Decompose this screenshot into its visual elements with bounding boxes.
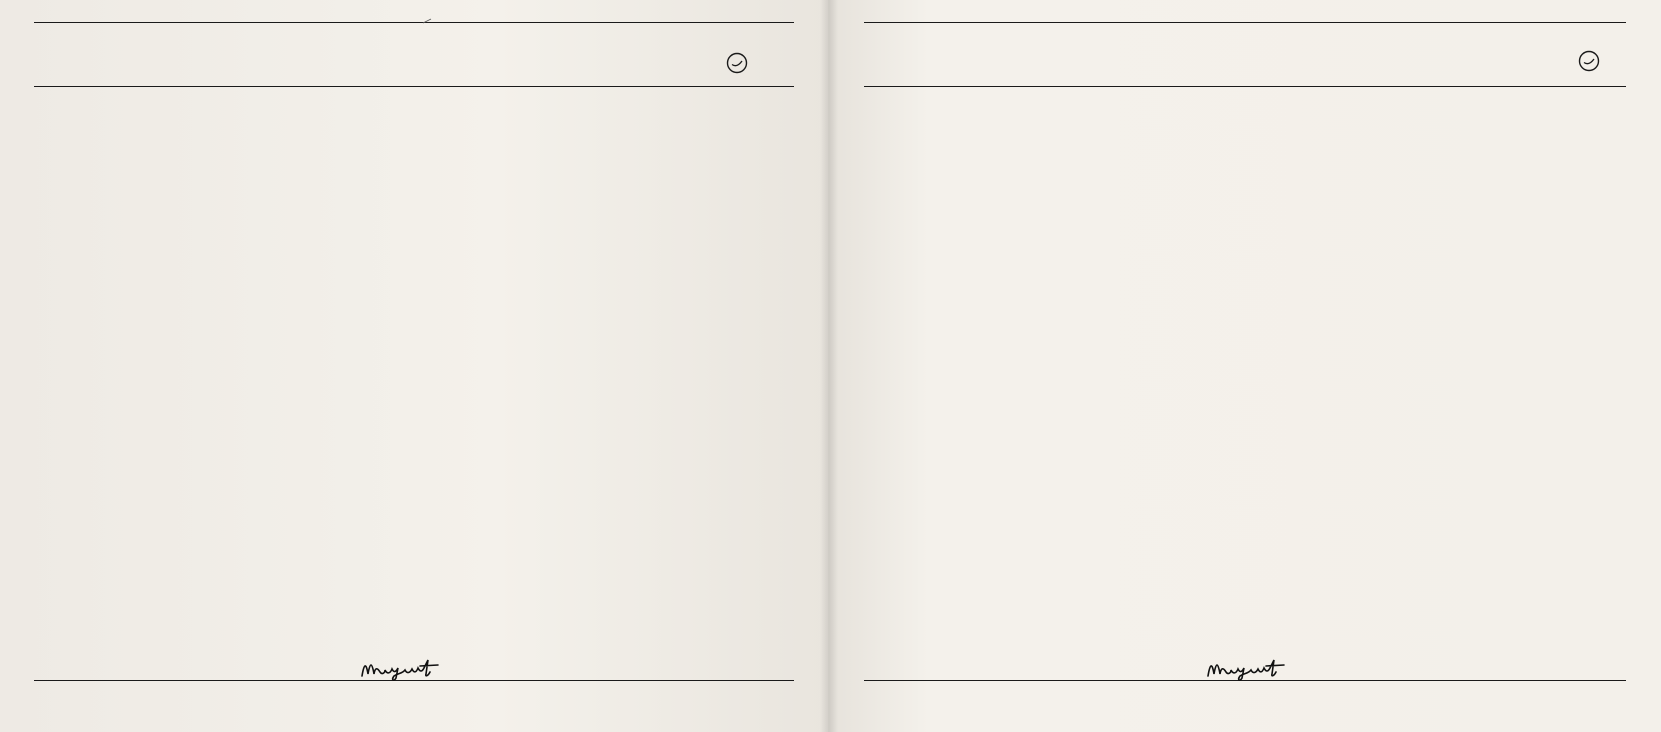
clock-icon	[1578, 50, 1600, 72]
mozart-logo	[358, 654, 448, 684]
header-rule	[864, 86, 1626, 87]
clock-icon	[726, 52, 748, 74]
top-rule	[864, 22, 1626, 23]
left-page	[0, 0, 828, 732]
cd-header	[68, 52, 84, 74]
right-page	[828, 0, 1661, 732]
mozart-logo	[1204, 654, 1294, 684]
spine-fold	[820, 0, 838, 732]
header-rule	[34, 86, 794, 87]
top-rule	[34, 22, 794, 23]
pencil-mark	[422, 18, 432, 24]
